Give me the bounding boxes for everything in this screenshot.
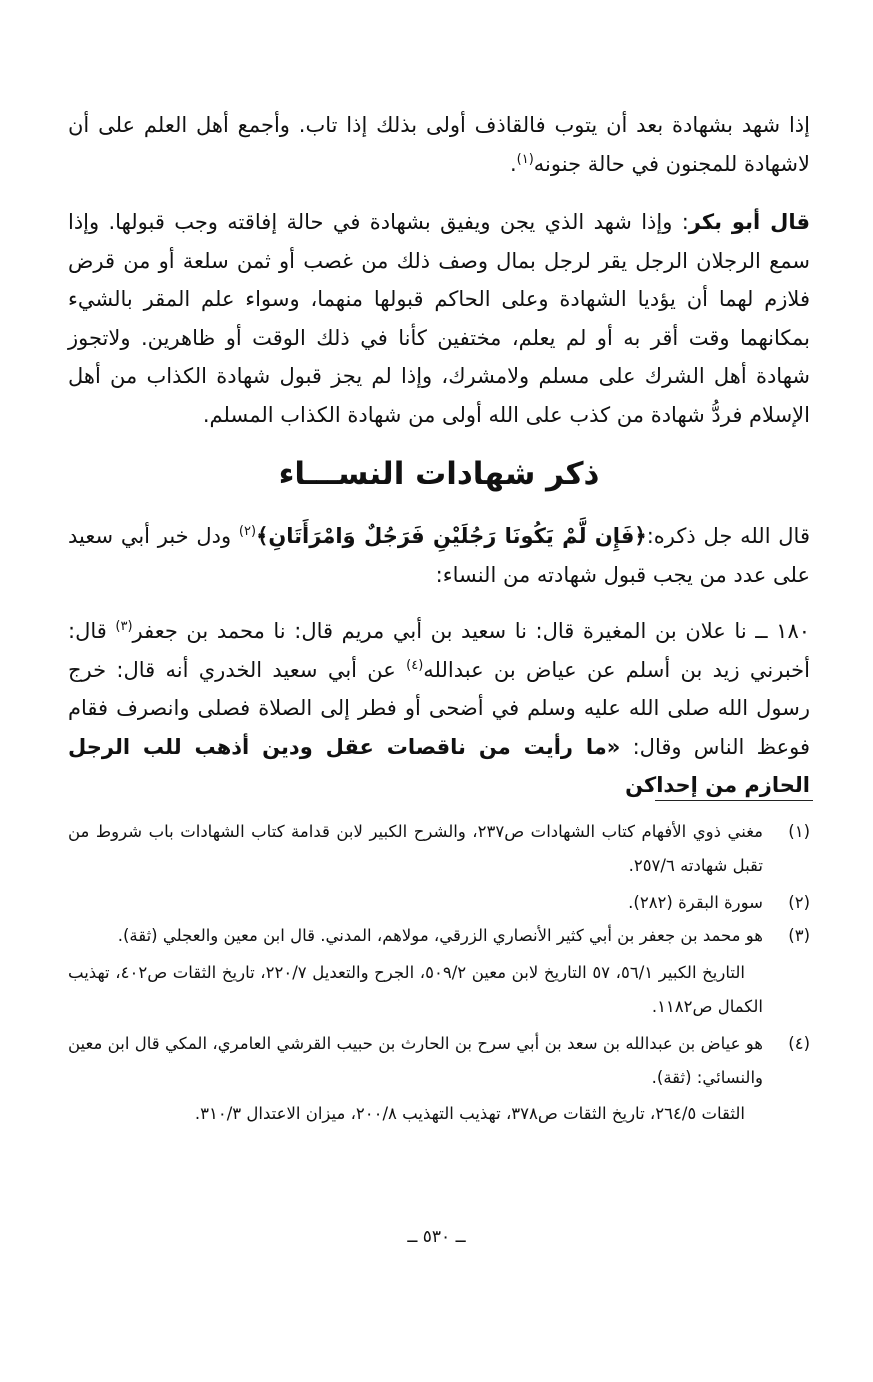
footnote-number: (٣): [788, 926, 810, 946]
paragraph-3: [68, 517, 810, 594]
speaker-label: قال أبو بكر: [688, 210, 810, 234]
paragraph-1-text: إذا شهد بشهادة بعد أن يتوب فالقاذف أولى بذلك إذا تاب. وأجمع أهل العلم على أن لاشهادة للمجنون في حالة جنونه: [68, 113, 810, 176]
paragraph-2: [68, 203, 810, 435]
footnote-ref-2: (٢): [238, 524, 257, 539]
footnote-separator: [655, 800, 813, 801]
footnote-ref-3: (٣): [115, 619, 133, 634]
footnotes: [68, 815, 810, 1131]
hadith-chain-part-1: ١٨٠ ــ نا علان بن المغيرة قال: نا سعيد بن أبي مريم قال: نا محمد بن جعفر: [132, 619, 811, 643]
paragraph-3-intro: قال الله جل ذكره:: [646, 524, 810, 548]
footnote-4-sources: الثقات ٢٦٤/٥، تاريخ الثقات ص٣٧٨، تهذيب التهذيب ٢٠٠/٨، ميزان الاعتدال ٣١٠/٣.: [194, 1104, 745, 1124]
paragraph-2-text: : وإذا شهد الذي يجن ويفيق بشهادة في حالة إفاقته وجب قبولها. وإذا سمع الرجلان الرجل يقر لرجل بمال وصف ذلك من غصب أو ثمن سلعة أو من قرض فلازم لهما أن يؤديا الشهادة وعلى الحاكم قبولها منهما، وسواء علم المقر بالشيء بمكانهما وقت أقر به أو لم يعلم، مختفين كأنا في ذلك الوقت أو ظاهرين. ولاتجوز شهادة أهل الشرك على مسلم ولامشرك، وإذا لم يجز قبول شهادة الكذاب من أهل الإسلام فردُّ شهادة من كذب على الله أولى من شهادة الكذاب المسلم.: [68, 210, 810, 427]
footnote-text: هو عياض بن عبدالله بن سعد بن أبي سرح بن الحارث بن حبيب القرشي العامري، المكي قال ابن معين والنسائي: (ثقة).: [68, 1033, 763, 1087]
footnote-3: [68, 919, 810, 953]
footnote-text: هو محمد بن جعفر بن أبي كثير الأنصاري الزرقي، مولاهم، المدني. قال ابن معين والعجلي (ثقة).: [117, 926, 763, 946]
footnote-ref-4: (٤): [406, 657, 424, 673]
hadith-quote: «ما رأيت من ناقصات عقل ودين أذهب للب الرجل الحازم من إحداكن: [68, 734, 810, 798]
hadith-chain-part-2: قال: أخبرني زيد بن أسلم عن عياض بن عبدالله: [68, 619, 810, 682]
footnote-3-sources: التاريخ الكبير ٥٦/١، ٥٧ التاريخ لابن معين ٥٠٩/٢، الجرح والتعديل ٢٢٠/٧، تاريخ الثقات ص٤٠٢، تهذيب الكمال ص١١٨٢.: [68, 963, 763, 1016]
hadith-text: عن أبي سعيد الخدري أنه قال: خرج رسول الله صلى الله عليه وسلم في أضحى أو فطر إلى الصلاة فصلى وانصرف فقام فوعظ الناس وقال:: [68, 657, 810, 759]
section-heading: ذكر شهادات النســـاء: [278, 456, 600, 492]
quran-verse: ﴿فَإِن لَّمْ يَكُونَا رَجُلَيْنِ فَرَجُلٌ وَامْرَأَتَانِ﴾: [256, 524, 647, 548]
footnote-4: [68, 1027, 810, 1095]
footnote-ref-1: (١): [516, 151, 534, 167]
paragraph-1-end: .: [509, 151, 517, 176]
paragraph-1: [68, 106, 810, 183]
footnote-text: سورة البقرة (٢٨٢).: [628, 892, 763, 912]
footnote-1: [68, 815, 810, 883]
footnote-text: مغني ذوي الأفهام كتاب الشهادات ص٢٣٧، والشرح الكبير لابن قدامة كتاب الشهادات باب شروط من تقبل شهادته ٢٥٧/٦.: [68, 822, 764, 875]
footnote-number: (٢): [788, 892, 810, 912]
paragraph-3-text: ودل خبر أبي سعيد على عدد من يجب قبول شهادته من النساء:: [68, 524, 810, 587]
footnote-2: [68, 886, 810, 920]
footnote-number: (٤): [788, 1033, 810, 1053]
hadith-paragraph: [68, 612, 810, 805]
page-number: ــ ٥٣٠ ــ: [407, 1227, 466, 1247]
footnote-number: (١): [788, 822, 810, 841]
